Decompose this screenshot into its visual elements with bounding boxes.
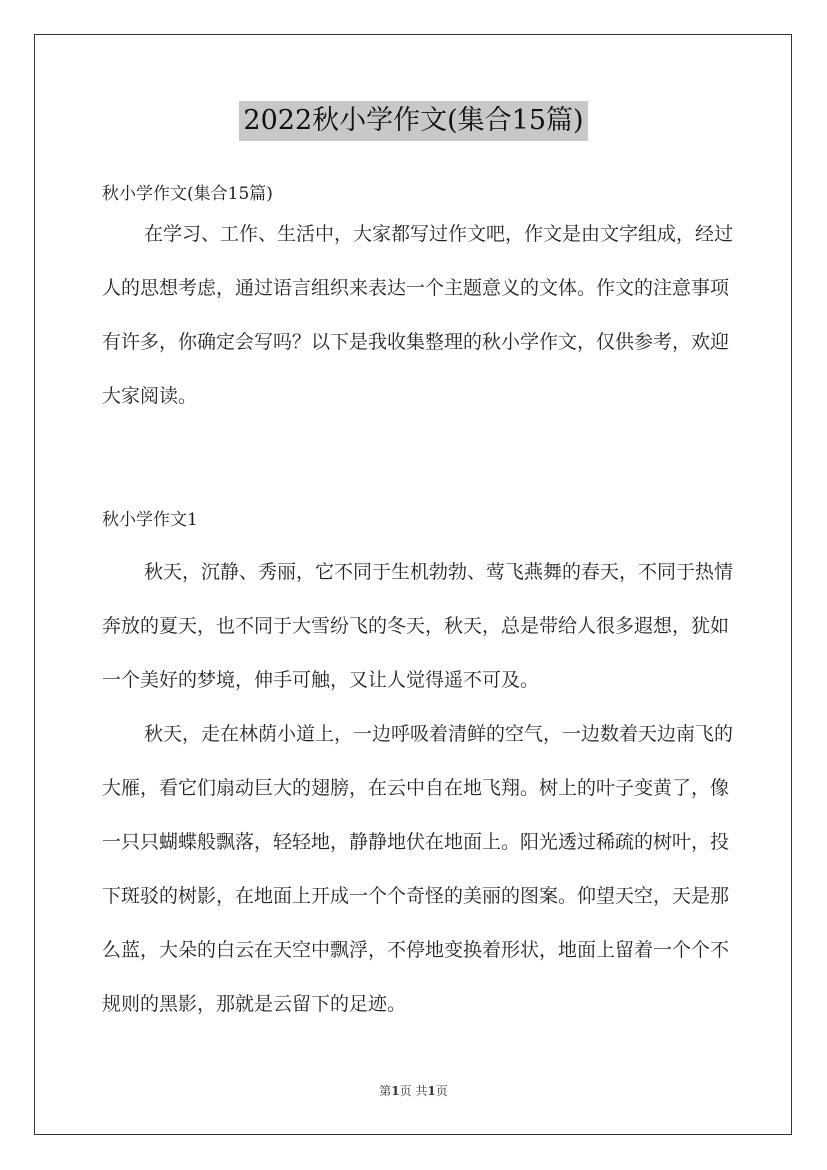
page-footer — [0, 1082, 827, 1099]
page-prefix: 第 — [379, 1084, 392, 1098]
title-wrapper — [0, 101, 827, 141]
intro-paragraph-text: 在学习、工作、生活中，大家都写过作文吧，作文是由文字组成，经过人的思想考虑，通过语言组织来表达一个主题意义的文体。作文的注意事项有许多，你确定会写吗？以下是我收集整理的秋小学作文，仅供参考，欢迎大家阅读。 — [102, 223, 734, 407]
page-total: 1 — [427, 1084, 436, 1098]
document-title: 2022秋小学作文(集合15篇) — [239, 101, 587, 141]
document-subtitle: 秋小学作文(集合15篇) — [102, 184, 273, 204]
section-paragraph-1 — [102, 545, 742, 707]
section-paragraph-1-text: 秋天，沉静、秀丽，它不同于生机勃勃、莺飞燕舞的春天，不同于热情奔放的夏天，也不同于大雪纷飞的冬天，秋天，总是带给人很多遐想，犹如一个美好的梦境，伸手可触，又让人觉得遥不可及。 — [102, 561, 734, 691]
page-mid: 页 共 — [399, 1084, 428, 1098]
intro-paragraph — [102, 207, 742, 423]
section-paragraph-2 — [102, 707, 742, 1031]
page-suffix: 页 — [435, 1084, 448, 1098]
page-current: 1 — [391, 1084, 400, 1098]
section-heading: 秋小学作文1 — [102, 510, 198, 530]
section-paragraph-2-text: 秋天，走在林荫小道上，一边呼吸着清鲜的空气，一边数着天边南飞的大雁，看它们扇动巨大的翅膀，在云中自在地飞翔。树上的叶子变黄了，像一只只蝴蝶般飘落，轻轻地，静静地伏在地面上。阳光透过稀疏的树叶，投下斑驳的树影，在地面上开成一个个奇怪的美丽的图案。仰望天空，天是那么蓝，大朵的白云在天空中飘浮，不停地变换着形状，地面上留着一个个不规则的黑影，那就是云留下的足迹。 — [102, 723, 734, 1015]
